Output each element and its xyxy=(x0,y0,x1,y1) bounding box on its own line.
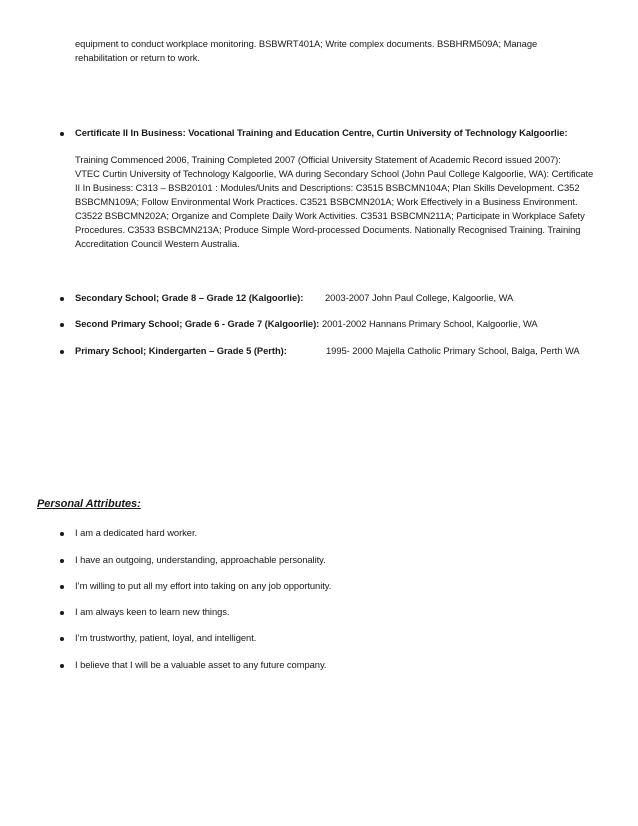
certificate-line: Accreditation Council Western Australia. xyxy=(75,238,240,249)
bullet-icon xyxy=(60,350,64,354)
certificate-line: Training Commenced 2006, Training Completed 2007 (Official University Statement of Academic Record issued 2007): xyxy=(75,154,561,165)
attribute-item: I am a dedicated hard worker. xyxy=(75,527,198,538)
bullet-icon xyxy=(60,532,64,536)
school-detail: 2001-2002 Hannans Primary School, Kalgoorlie, WA xyxy=(322,318,538,329)
attribute-item: I’m trustworthy, patient, loyal, and intelligent. xyxy=(75,632,257,643)
certificate-title: Certificate II In Business: Vocational Training and Education Centre, Curtin University of Technology Kalgoorlie: xyxy=(75,127,568,138)
school-name: Secondary School; Grade 8 – Grade 12 (Kalgoorlie): xyxy=(75,292,304,303)
bullet-icon xyxy=(60,132,64,136)
bullet-icon xyxy=(60,323,64,327)
bullet-icon xyxy=(60,637,64,641)
school-name: Primary School; Kindergarten – Grade 5 (Perth): xyxy=(75,345,287,356)
certificate-line: Procedures. C3533 BSBCMN213A; Produce Simple Word-processed Documents. Nationally Recognised Training. Training xyxy=(75,224,581,235)
attribute-item: I am always keen to learn new things. xyxy=(75,606,230,617)
school-name: Second Primary School; Grade 6 - Grade 7 (Kalgoorlie): xyxy=(75,318,320,329)
bullet-icon xyxy=(60,611,64,615)
certificate-line: II In Business: C313 – BSB20101 : Modules/Units and Descriptions: C3515 BSBCMN104A; Plan Skills Development. C352 xyxy=(75,182,580,193)
attribute-item: I believe that I will be a valuable asset to any future company. xyxy=(75,659,327,670)
intro-line: equipment to conduct workplace monitoring. BSBWRT401A; Write complex documents. BSBHRM509A; Manage xyxy=(75,38,538,49)
school-detail: 2003-2007 John Paul College, Kalgoorlie, WA xyxy=(325,292,514,303)
bullet-icon xyxy=(60,585,64,589)
attribute-item: I’m willing to put all my effort into taking on any job opportunity. xyxy=(75,580,332,591)
certificate-line: VTEC Curtin University of Technology Kalgoorlie, WA during Secondary School (John Paul College Kalgoorlie, WA): Certificate xyxy=(75,168,594,179)
bullet-icon xyxy=(60,297,64,301)
certificate-line: BSBCMN109A; Follow Environmental Work Practices. C3521 BSBCMN201A; Work Effectively in a Business Environment. xyxy=(75,196,578,207)
bullet-icon xyxy=(60,664,64,668)
school-detail: 1995- 2000 Majella Catholic Primary School, Balga, Perth WA xyxy=(326,345,580,356)
attribute-item: I have an outgoing, understanding, approachable personality. xyxy=(75,554,326,565)
intro-line: rehabilitation or return to work. xyxy=(75,52,200,63)
section-heading: Personal Attributes: xyxy=(37,498,141,510)
certificate-line: C3522 BSBCMN202A; Organize and Complete Daily Work Activities. C3531 BSBCMN211A; Participate in Workplace Safety xyxy=(75,210,585,221)
bullet-icon xyxy=(60,559,64,563)
